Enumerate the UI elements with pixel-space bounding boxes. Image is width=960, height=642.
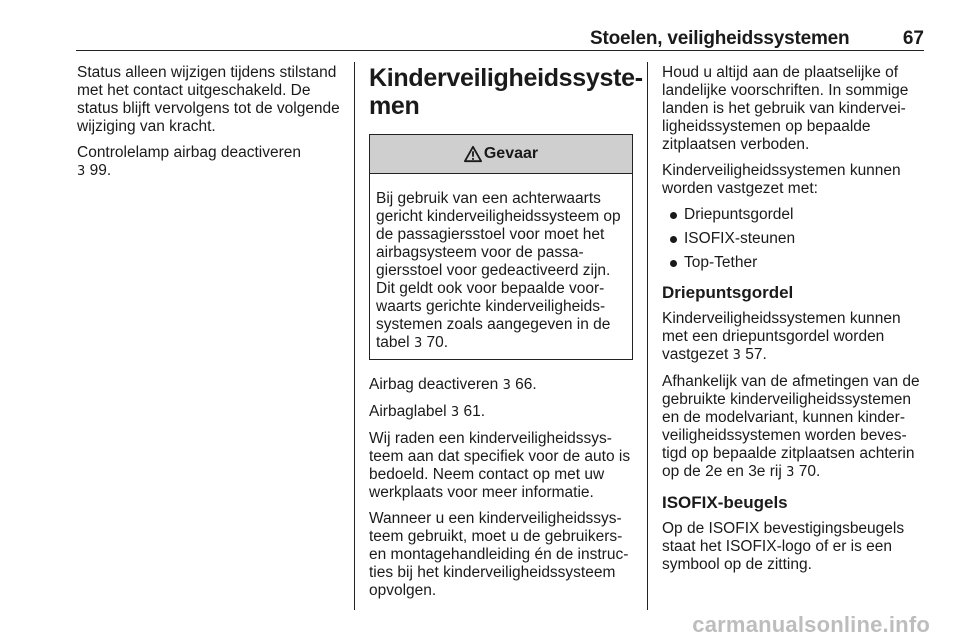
paragraph [662, 373, 928, 482]
cross-reference [77, 144, 343, 181]
warning-title: Gevaar [483, 145, 539, 162]
paragraph: Status alleen wijzigen tijdens stilstand met het contact uitgeschakeld. De status blijft vervolgens tot de volgende wijziging van kracht. [77, 64, 340, 135]
header-rule [76, 50, 924, 51]
reference-arrow-icon: 3 [502, 378, 511, 393]
list-item-text: ISOFIX-steunen [684, 230, 796, 247]
column-3 [662, 64, 928, 582]
list-item-text: Top-Tether [684, 254, 758, 271]
reference-arrow-icon: 3 [450, 405, 460, 420]
warning-header [370, 135, 632, 174]
paragraph: Op de ISOFIX bevestigingsbeugels staat het ISOFIX-logo of er is een symbool op de zitting. [662, 520, 905, 573]
reference-page: 66. [515, 376, 537, 393]
paragraph: Wanneer u een kinderveiligheidssys-teem gebruikt, moet u de gebruikers-en montagehandleiding én de instruc-ties bij het kinderveiligheidssysteem opvolgen. [369, 510, 629, 599]
section-heading: Kinderveiligheidssyste-men [369, 64, 643, 120]
reference-arrow-icon: 3 [786, 465, 795, 480]
reference-page: 99. [89, 162, 112, 179]
section-title: Stoelen, veiligheidssystemen [590, 28, 850, 49]
reference-page: 61. [463, 403, 486, 420]
bullet-icon [670, 212, 677, 219]
reference-page: 57. [745, 346, 767, 363]
cross-reference [369, 403, 633, 422]
subheading: Driepuntsgordel [662, 283, 794, 302]
reference-page: 70. [798, 463, 821, 480]
reference-text: Airbag deactiveren [369, 376, 499, 393]
reference-page: 70. [426, 334, 449, 351]
warning-text: Bij gebruik van een achterwaarts gericht kinderveiligheidssysteem op de passagiersstoel voor moet het airbagsysteem voor de passa-giersstoel voor gedeactiveerd zijn. Dit geldt ook voor bepaalde voor-waarts gerichte kinderveiligheids-systemen zoals aangegeven in de [376, 190, 621, 333]
paragraph [662, 310, 928, 365]
list-item [662, 230, 928, 248]
list-item [662, 206, 928, 224]
list-item-text: Driepuntsgordel [684, 206, 794, 223]
bullet-icon [670, 236, 677, 243]
warning-body [370, 174, 632, 359]
list-item [662, 254, 928, 272]
paragraph-text: Kinderveiligheidssystemen kunnen met een driepuntsgordel worden vastgezet [662, 310, 901, 363]
watermark: carmanualsonline.info [692, 612, 930, 637]
column-divider-2 [647, 62, 648, 610]
paragraph: Houd u altijd aan de plaatselijke of landelijke voorschriften. In sommige landen is het gebruik van kindervei-ligheidssystemen op bepaalde zitplaatsen verboden. [662, 64, 909, 153]
paragraph: Kinderveiligheidssystemen kunnen worden vastgezet met: [662, 162, 901, 197]
column-1 [77, 64, 343, 189]
reference-arrow-icon: 3 [77, 164, 86, 179]
reference-text: tabel [376, 334, 410, 351]
warning-triangle-icon [464, 145, 482, 163]
warning-box [369, 134, 633, 360]
reference-arrow-icon: 3 [413, 336, 423, 351]
bullet-icon [670, 260, 677, 267]
paragraph: Wij raden een kinderveiligheidssys-teem aan dat specifiek voor de auto is bedoeld. Neem contact op met uw werkplaats voor meer informatie. [369, 430, 631, 501]
page-number: 67 [902, 28, 924, 49]
column-divider-1 [354, 62, 355, 610]
subheading: ISOFIX-beugels [662, 493, 788, 512]
reference-arrow-icon: 3 [732, 348, 741, 363]
column-2 [369, 64, 643, 608]
page-header [0, 0, 960, 54]
cross-reference [369, 376, 633, 395]
reference-text: Airbaglabel [369, 403, 447, 420]
paragraph-text: Afhankelijk van de afmetingen van de gebruikte kinderveiligheidssystemen en de modelvariant, kunnen kinder-veiligheidssystemen worden beves-tigd op bepaalde zitplaatsen achterin op de 2e en 3e rij [662, 373, 920, 480]
bullet-list [662, 206, 928, 272]
reference-text: Controlelamp airbag deactiveren [77, 144, 302, 161]
